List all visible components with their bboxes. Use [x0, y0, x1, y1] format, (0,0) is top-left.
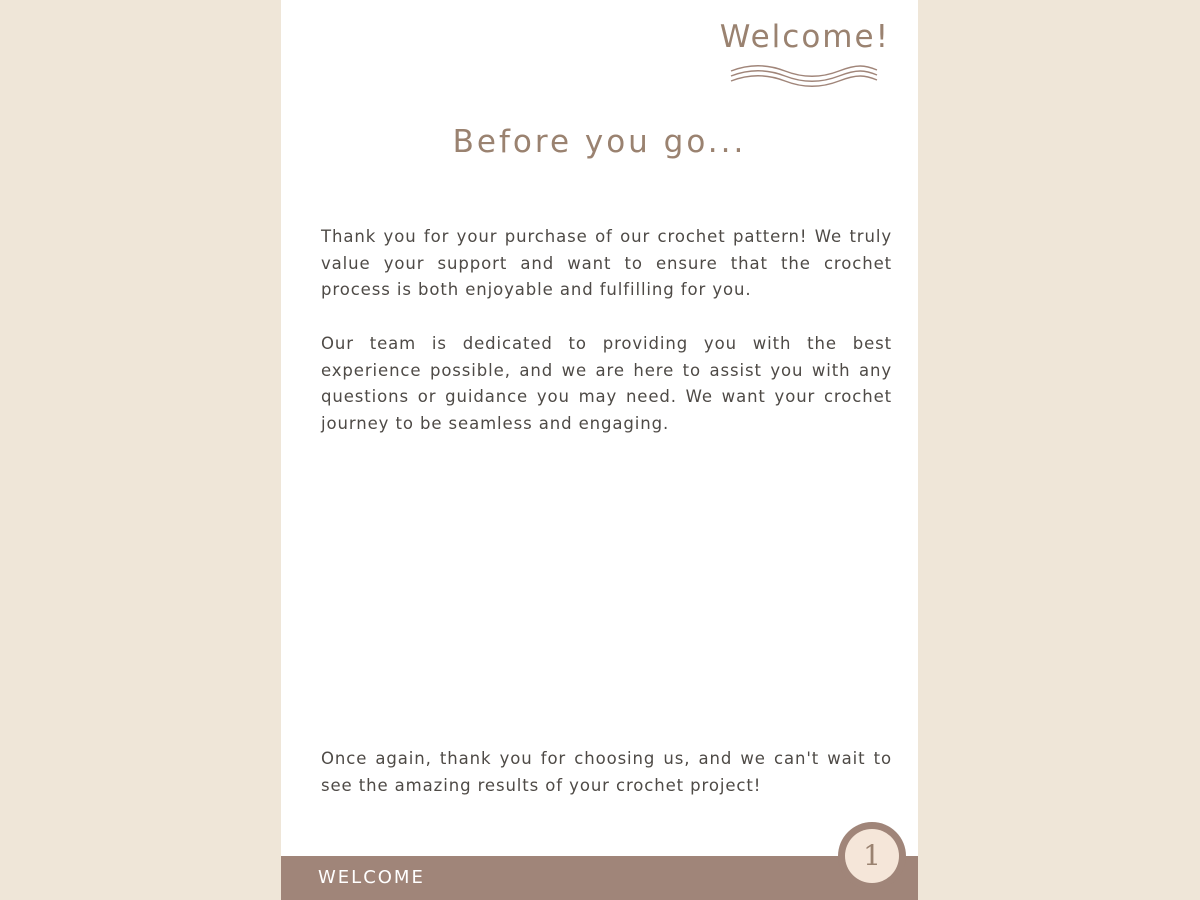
team-paragraph: Our team is dedicated to providing you with the best experience possible, and we are here to assist you with any questions or guidance you may need. We want your crochet journey to be seamless and engaging. — [321, 334, 892, 433]
corner-heading: Welcome! — [719, 19, 890, 55]
closing-paragraph: Once again, thank you for choosing us, and we can't wait to see the amazing results of your crochet project! — [321, 749, 892, 795]
intro-paragraph: Thank you for your purchase of our crochet pattern! We truly value your support and want to ensure that the crochet process is both enjoyable and fulfilling for you. — [321, 227, 892, 300]
page-number: 1 — [845, 829, 899, 883]
page-title: Before you go... — [452, 124, 747, 160]
page-number-badge — [838, 822, 906, 890]
footer-section-label: WELCOME — [318, 867, 425, 888]
footer-band — [281, 856, 918, 900]
wave-ornament-icon — [729, 62, 879, 90]
document-page — [281, 0, 918, 900]
